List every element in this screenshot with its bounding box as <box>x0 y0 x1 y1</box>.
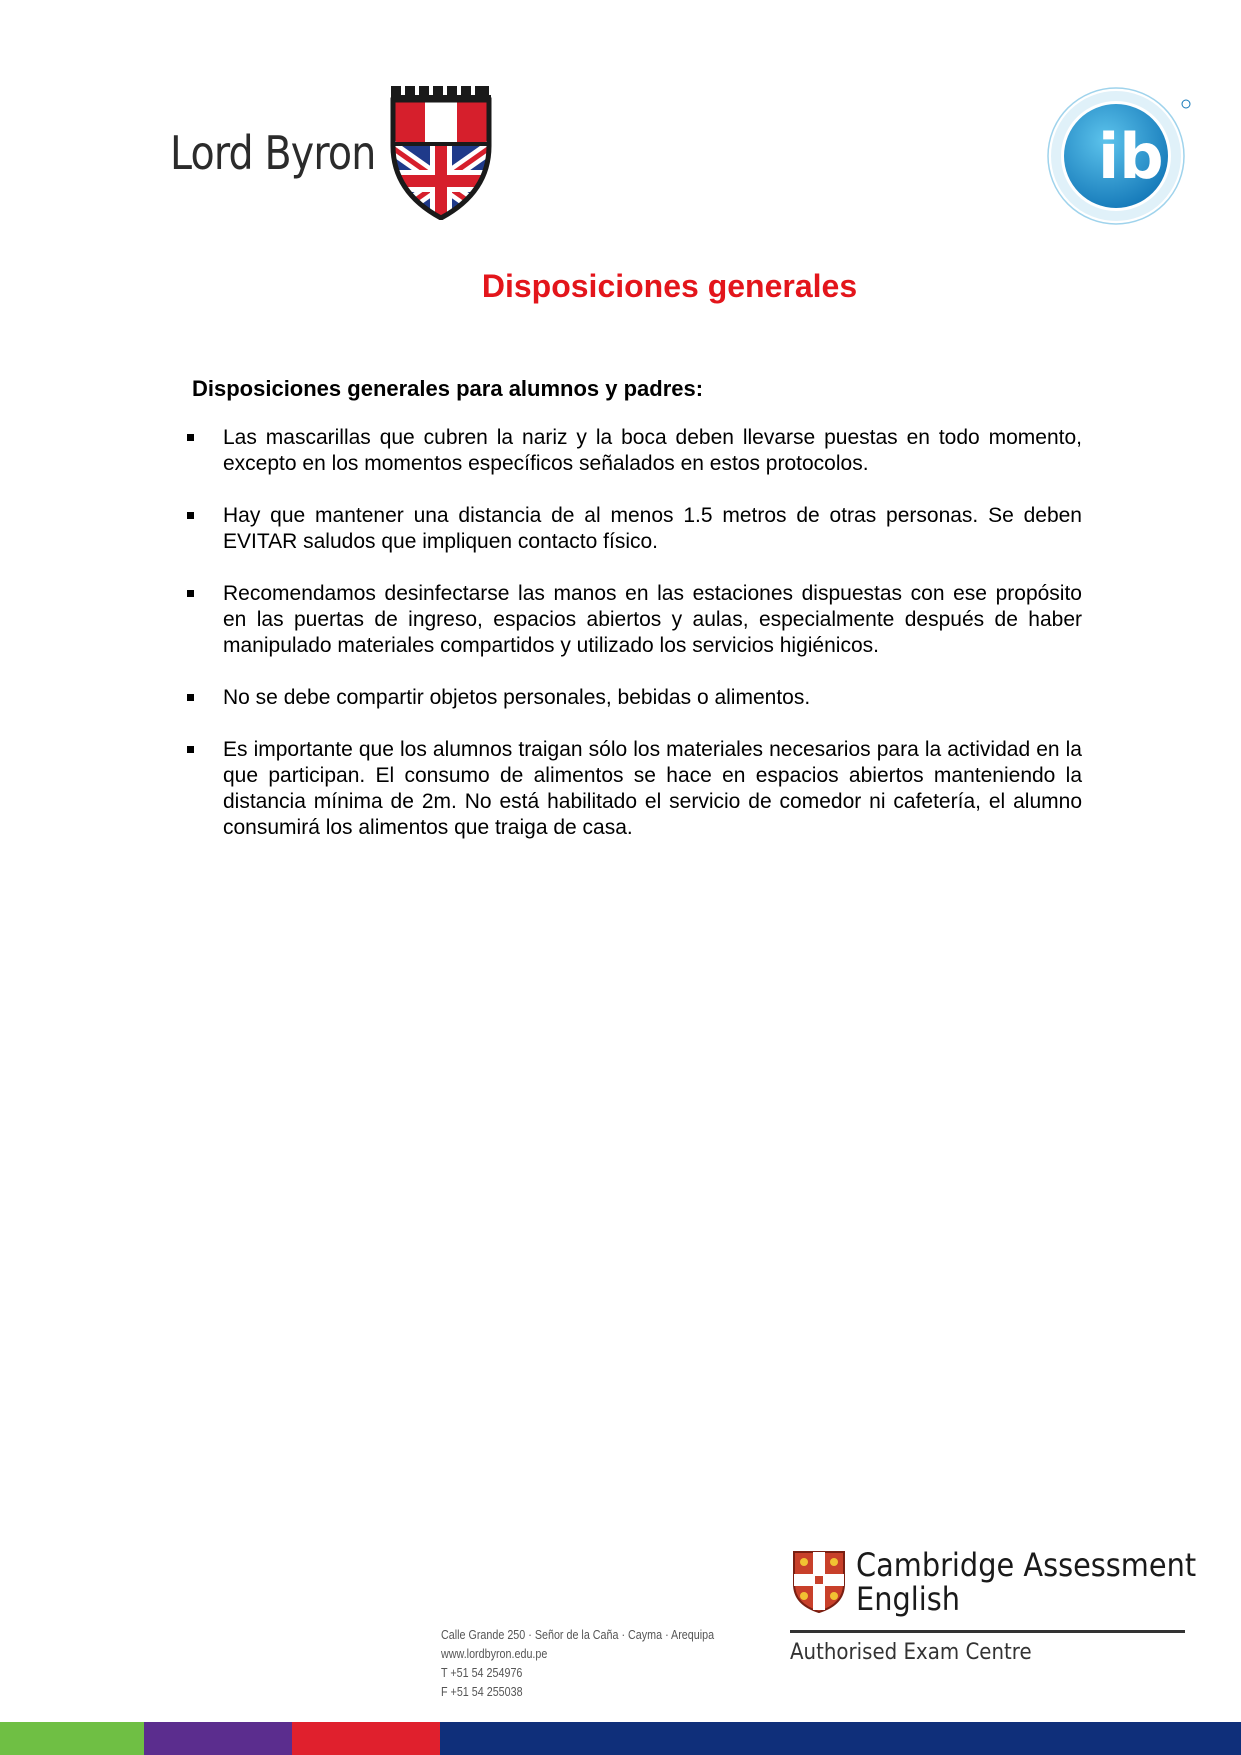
bullet-square-icon <box>187 746 194 753</box>
bullet-square-icon <box>187 512 194 519</box>
cambridge-logo <box>790 1546 1197 1668</box>
list-item: Es importante que los alumnos traigan sólo los materiales necesarios para la actividad en la que participan. El consumo de alimentos se hace en espacios abiertos manteniendo la distancia mínima de 2m. No está habilitado el servicio de comedor ni cafetería, el alumno consumirá los alimentos que traiga de casa. <box>185 737 1082 841</box>
union-jack-shield-icon <box>387 86 495 220</box>
list-item: Recomendamos desinfectarse las manos en las estaciones dispuestas con ese propósito en las puertas de ingreso, espacios abiertos y aulas, especialmente después de haber manipulado materiales compartidos y utilizado los servicios higiénicos. <box>185 581 1082 659</box>
section-subtitle: Disposiciones generales para alumnos y padres: <box>192 376 704 401</box>
lord-byron-logo <box>170 86 496 220</box>
bullet-square-icon <box>187 590 194 597</box>
lord-byron-logo-text: Lord Byron <box>170 126 376 180</box>
footer-bar-blue <box>440 1722 1241 1755</box>
school-address <box>441 1626 714 1702</box>
footer-bar-purple <box>144 1722 292 1755</box>
svg-text:ib: ib <box>1098 120 1164 193</box>
fax-number: F +51 54 255038 <box>441 1685 523 1699</box>
list-item: Hay que mantener una distancia de al menos 1.5 metros de otras personas. Se deben EVITAR saludos que impliquen contacto físico. <box>185 503 1082 555</box>
rules-list <box>185 425 1082 867</box>
address-line: Calle Grande 250 · Señor de la Caña · Cayma · Arequipa <box>441 1628 715 1642</box>
list-item: No se debe compartir objetos personales, bebidas o alimentos. <box>185 685 1082 711</box>
phone-number: T +51 54 254976 <box>441 1666 523 1680</box>
page-title: Disposiciones generales <box>481 268 858 304</box>
cambridge-name: Cambridge Assessment English <box>856 1546 1197 1618</box>
list-item: Las mascarillas que cubren la nariz y la boca deben llevarse puestas en todo momento, excepto en los momentos específicos señalados en estos protocolos. <box>185 425 1082 477</box>
ib-world-school-logo-icon <box>1046 84 1192 230</box>
divider <box>790 1630 1185 1633</box>
website-link[interactable]: www.lordbyron.edu.pe <box>441 1647 548 1661</box>
footer-bar-red <box>292 1722 440 1755</box>
cambridge-crest-icon <box>792 1550 846 1614</box>
footer-bar-green <box>0 1722 144 1755</box>
bullet-square-icon <box>187 434 194 441</box>
cambridge-subtitle: Authorised Exam Centre <box>790 1640 1032 1665</box>
bullet-square-icon <box>187 694 194 701</box>
footer-color-bar <box>0 1722 1241 1755</box>
